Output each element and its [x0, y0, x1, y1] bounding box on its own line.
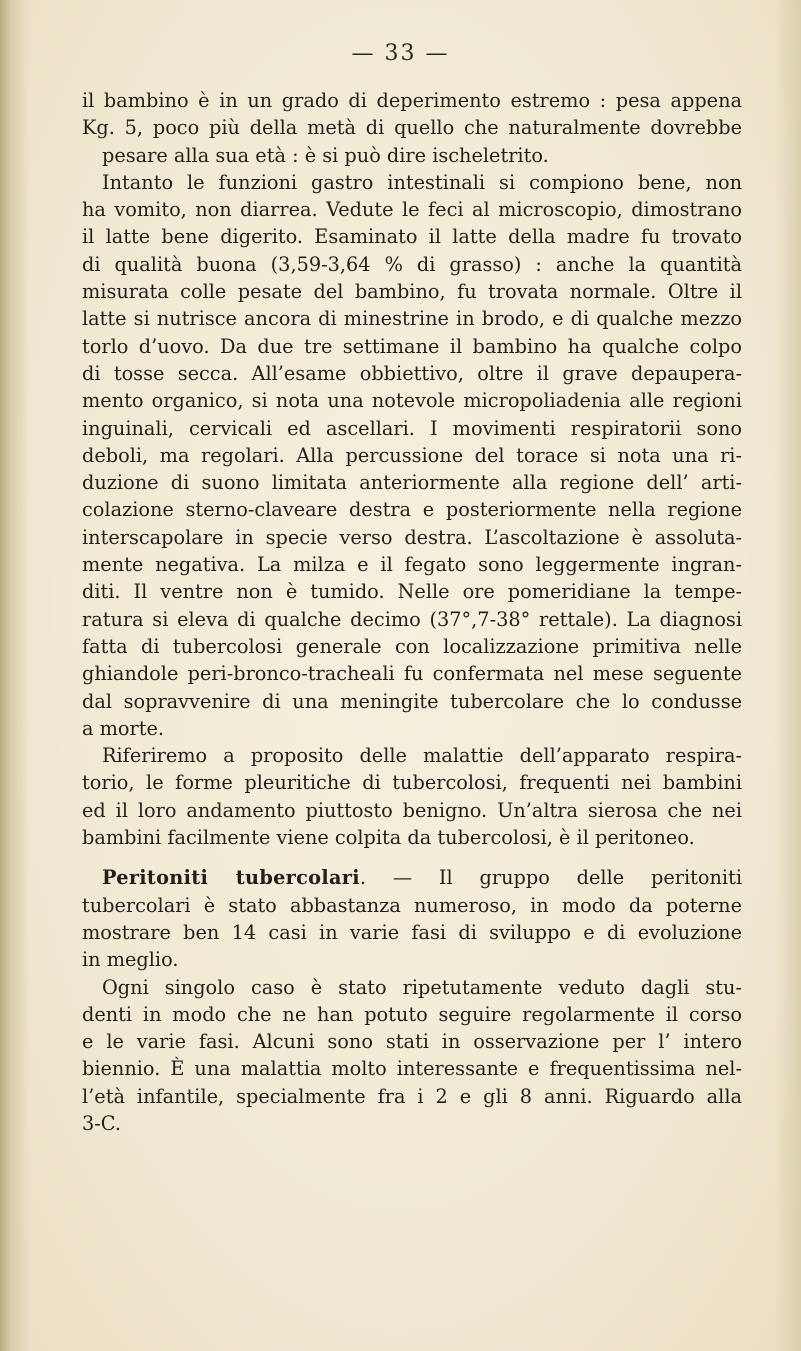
text-line: Ogni singolo caso è stato ripetutamente veduto dagli stu- — [102, 975, 742, 999]
paragraph-final — [82, 974, 742, 1110]
text-line: interscapolare in specie verso destra. L’ascoltazione è assoluta- — [82, 525, 742, 549]
text-line: mente negativa. La milza e il fegato sono leggermente ingran- — [82, 553, 742, 577]
text-line: ghiandole peri-bronco-tracheali fu confermata nel mese seguente — [82, 662, 742, 686]
paragraph-1 — [82, 87, 742, 169]
text-line: duzione di suono limitata anteriormente alla regione dell’ arti- — [82, 471, 742, 495]
text-line: e le varie fasi. Alcuni sono stati in osservazione per l’ intero — [82, 1030, 742, 1054]
text-line: colazione sterno-claveare destra e posteriormente nella regione — [82, 498, 742, 522]
text-line: pesare alla sua età : è si può dire ischeletrito. — [102, 143, 549, 167]
text-line: Intanto le funzioni gastro intestinali si compiono bene, non — [102, 170, 742, 194]
text-line: ratura si eleva di qualche decimo (37°,7-38° rettale). La diagnosi — [82, 607, 742, 631]
text-line: torio, le forme pleuritiche di tubercolosi, frequenti nei bambini — [82, 771, 742, 795]
heading-continuation: . — Il gruppo delle peritoniti — [359, 866, 742, 890]
text-line: diti. Il ventre non è tumido. Nelle ore pomeridiane la tempe- — [82, 580, 742, 604]
text-line: denti in modo che ne han potuto seguire regolarmente il corso — [82, 1002, 742, 1026]
text-line: biennio. È una malattia molto interessante e frequentissima nel- — [82, 1057, 742, 1081]
text-line: a morte. — [82, 716, 165, 740]
text-line: torlo d’uovo. Da due tre settimane il bambino ha qualche colpo — [82, 334, 742, 358]
text-line: inguinali, cervicali ed ascellari. I movimenti respiratorii sono — [82, 416, 742, 440]
paragraph-2 — [82, 169, 742, 742]
text-line: dal sopravvenire di una meningite tubercolare che lo condusse — [82, 689, 742, 713]
text-line: fatta di tubercolosi generale con localizzazione primitiva nelle — [82, 634, 742, 658]
text-line: Riferiremo a proposito delle malattie dell’apparato respira- — [102, 744, 742, 768]
text-line: in meglio. — [82, 948, 179, 972]
body-text — [82, 87, 742, 1137]
text-line: misurata colle pesate del bambino, fu trovata normale. Oltre il — [82, 280, 742, 304]
text-line: ed il loro andamento piuttosto benigno. Un’altra sierosa che nei — [82, 798, 742, 822]
text-line: deboli, ma regolari. Alla percussione del torace si nota una ri- — [82, 443, 742, 467]
text-line: di qualità buona (3,59-3,64 % di grasso) : anche la quantità — [82, 252, 742, 276]
text-line: tubercolari è stato abbastanza numeroso, in modo da poterne — [82, 893, 742, 917]
text-line: mostrare ben 14 casi in varie fasi di sviluppo e di evoluzione — [82, 920, 742, 944]
text-line: mento organico, si nota una notevole micropoliadenia alle regioni — [82, 389, 742, 413]
binding-shadow — [0, 0, 30, 1351]
section-peritoniti — [82, 864, 742, 973]
signature-mark: 3-C. — [82, 1111, 121, 1135]
section-heading: Peritoniti tubercolari — [102, 866, 360, 890]
text-line: l’età infantile, specialmente fra i 2 e gli 8 anni. Riguardo alla — [82, 1084, 742, 1108]
edge-shadow — [775, 0, 801, 1351]
text-line: latte si nutrisce ancora di minestrine in brodo, e di qualche mezzo — [82, 307, 742, 331]
section-heading-line — [82, 864, 742, 891]
text-line: bambini facilmente viene colpita da tubercolosi, è il peritoneo. — [82, 826, 695, 850]
text-line: Kg. 5, poco più della metà di quello che naturalmente dovrebbe — [82, 116, 742, 140]
text-line: di tosse secca. All’esame obbiettivo, oltre il grave depaupera- — [82, 361, 742, 385]
text-line: il latte bene digerito. Esaminato il latte della madre fu trovato — [82, 225, 742, 249]
text-line: il bambino è in un grado di deperimento estremo : pesa appena — [82, 89, 742, 112]
page-number: — 33 — — [351, 41, 450, 66]
text-line: ha vomito, non diarrea. Vedute le feci al microscopio, dimostrano — [82, 198, 742, 222]
paragraph-3 — [82, 742, 742, 851]
